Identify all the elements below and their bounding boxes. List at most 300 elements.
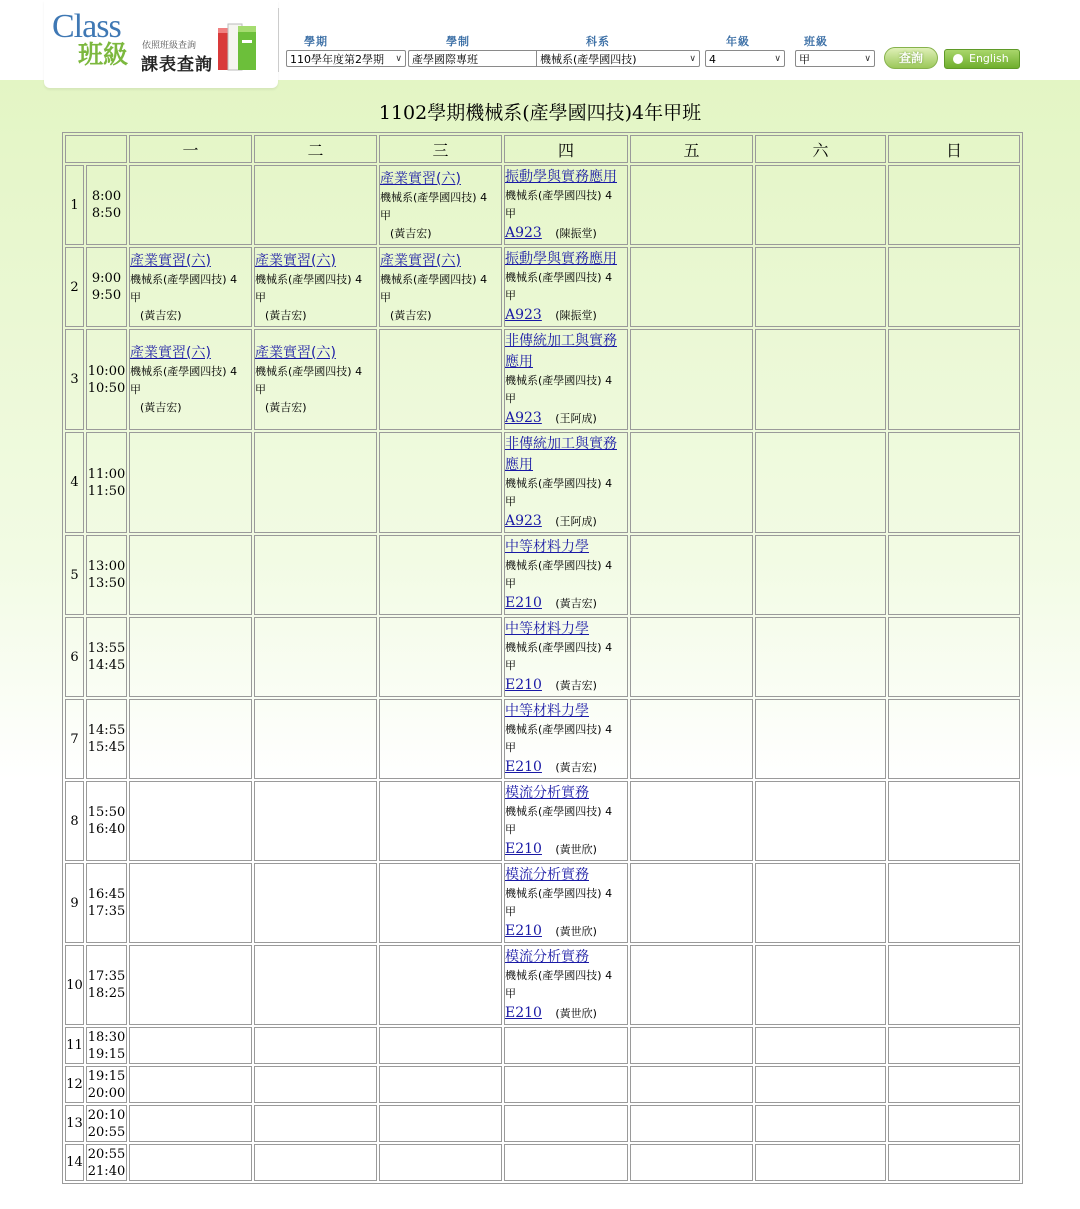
header-divider — [278, 8, 279, 72]
period-start: 14:55 — [87, 723, 126, 738]
schedule-cell — [129, 1066, 252, 1103]
schedule-cell — [504, 1144, 628, 1181]
course-dept: 機械系(產學國四技) 4 — [130, 272, 238, 286]
system-label: 學制 — [446, 35, 470, 48]
period-start: 17:35 — [87, 969, 126, 984]
schedule-cell — [379, 945, 502, 1025]
course-link[interactable]: 模流分析實務 — [505, 949, 589, 965]
schedule-cell — [888, 329, 1020, 430]
schedule-cell — [755, 1105, 886, 1142]
course-class-info — [505, 269, 627, 305]
department-label: 科系 — [586, 35, 610, 48]
schedule-cell — [254, 1027, 377, 1064]
schedule-cell — [129, 535, 252, 615]
english-button-label: English — [969, 52, 1009, 65]
schedule-cell — [504, 1105, 628, 1142]
course-dept: 機械系(產學國四技) 4 — [505, 189, 613, 202]
course-class: 甲 — [505, 905, 516, 918]
period-end: 15:45 — [87, 740, 126, 755]
period-start: 10:00 — [87, 363, 126, 379]
schedule-cell — [888, 165, 1020, 245]
period-end: 10:50 — [87, 380, 126, 396]
schedule-cell — [630, 781, 753, 861]
schedule-cell — [888, 1027, 1020, 1064]
schedule-cell — [888, 1066, 1020, 1103]
schedule-cell — [888, 617, 1020, 697]
semester-label: 學期 — [304, 35, 328, 48]
course-class-info — [505, 187, 627, 223]
course-room-line — [505, 593, 627, 614]
course-room-line — [505, 223, 627, 244]
period-time — [86, 1105, 127, 1142]
period-end: 21:40 — [87, 1163, 126, 1179]
course-dept: 機械系(產學國四技) 4 — [255, 272, 363, 286]
course-teacher: (黃世欣) — [555, 843, 597, 856]
course-class-info — [130, 363, 251, 399]
course-class: 甲 — [505, 659, 516, 672]
course-class-info — [505, 372, 627, 408]
schedule-cell — [379, 535, 502, 615]
day-header: 二 — [254, 135, 377, 163]
period-row — [65, 329, 1020, 430]
day-header: 五 — [630, 135, 753, 163]
schedule-cell — [129, 165, 252, 245]
period-row — [65, 863, 1020, 943]
schedule-cell — [129, 781, 252, 861]
period-number: 10 — [65, 945, 84, 1025]
course-teacher: (黃吉宏) — [555, 597, 597, 610]
schedule-cell — [254, 781, 377, 861]
page-title: 1102學期機械系(產學國四技)4年甲班 — [378, 102, 702, 124]
class-label: 班級 — [804, 35, 828, 48]
period-end: 11:50 — [87, 483, 126, 499]
period-start: 13:55 — [87, 641, 126, 656]
course-link[interactable]: 模流分析實務 — [505, 785, 589, 801]
course-teacher: (黃吉宏) — [390, 226, 432, 240]
schedule-cell — [888, 247, 1020, 327]
period-row — [65, 247, 1020, 327]
period-end: 13:50 — [87, 576, 126, 591]
schedule-cell — [254, 863, 377, 943]
grade-select-value: 4 — [709, 53, 716, 66]
system-select[interactable] — [408, 50, 536, 67]
period-time — [86, 329, 127, 430]
schedule-cell — [755, 432, 886, 533]
period-number: 1 — [65, 165, 84, 245]
schedule-cell — [888, 781, 1020, 861]
course-class: 甲 — [505, 289, 516, 302]
course-link[interactable]: 中等材料力學 — [505, 703, 589, 719]
course-class: 甲 — [505, 823, 516, 836]
schedule-cell — [129, 699, 252, 779]
schedule-cell — [129, 863, 252, 943]
period-time — [86, 432, 127, 533]
course-link[interactable]: 產業實習(六) — [130, 252, 211, 269]
room-link[interactable]: E210 — [505, 595, 542, 611]
schedule-cell — [888, 1105, 1020, 1142]
period-time — [86, 1027, 127, 1064]
course-dept: 機械系(產學國四技) 4 — [380, 190, 488, 204]
semester-select[interactable] — [286, 50, 406, 67]
period-number: 14 — [65, 1144, 84, 1181]
schedule-cell — [504, 535, 628, 615]
course-class-info — [505, 885, 627, 921]
schedule-cell — [755, 1144, 886, 1181]
schedule-cell — [254, 535, 377, 615]
room-link[interactable]: A923 — [505, 410, 542, 426]
period-number: 6 — [65, 617, 84, 697]
period-number: 11 — [65, 1027, 84, 1064]
period-start: 13:00 — [87, 559, 126, 574]
course-class: 甲 — [255, 383, 266, 396]
day-header: 日 — [888, 135, 1020, 163]
schedule-cell — [630, 1105, 753, 1142]
schedule-cell — [630, 945, 753, 1025]
course-link[interactable]: 產業實習(六) — [380, 170, 461, 187]
course-link[interactable]: 產業實習(六) — [380, 252, 461, 269]
period-time — [86, 1066, 127, 1103]
course-class-info — [380, 189, 501, 225]
course-link[interactable]: 非傳統加工與實務應用 — [505, 333, 617, 370]
schedule-cell — [504, 1027, 628, 1064]
schedule-cell — [755, 699, 886, 779]
course-link[interactable]: 中等材料力學 — [505, 621, 589, 637]
period-row — [65, 617, 1020, 697]
department-select[interactable] — [536, 50, 700, 67]
schedule-cell — [755, 863, 886, 943]
period-row — [65, 165, 1020, 245]
course-teacher: (黃吉宏) — [265, 308, 307, 322]
schedule-cell — [254, 617, 377, 697]
course-class: 甲 — [505, 987, 516, 1000]
schedule-cell — [254, 945, 377, 1025]
radio-dot-icon — [953, 54, 963, 64]
course-class-info — [255, 363, 376, 399]
course-class: 甲 — [255, 290, 266, 304]
course-class: 甲 — [505, 392, 516, 405]
course-class: 甲 — [380, 208, 391, 222]
schedule-cell — [504, 945, 628, 1025]
course-teacher: (陳振堂) — [555, 309, 597, 322]
schedule-cell — [755, 247, 886, 327]
system-select-value: 產學國際專班 — [412, 53, 478, 66]
schedule-cell — [630, 1066, 753, 1103]
course-room-line — [505, 511, 627, 532]
course-dept: 機械系(產學國四技) 4 — [505, 559, 613, 572]
schedule-cell — [630, 617, 753, 697]
course-class-info — [505, 803, 627, 839]
schedule-cell — [888, 863, 1020, 943]
schedule-cell — [755, 535, 886, 615]
grade-label: 年級 — [726, 35, 750, 48]
schedule-cell — [630, 863, 753, 943]
schedule-cell — [504, 699, 628, 779]
course-teacher: (王阿成) — [555, 515, 597, 528]
course-teacher: (黃世欣) — [555, 925, 597, 938]
course-teacher: (黃吉宏) — [140, 308, 182, 322]
period-number: 4 — [65, 432, 84, 533]
schedule-cell — [379, 699, 502, 779]
period-end: 9:50 — [91, 288, 122, 303]
period-row — [65, 535, 1020, 615]
day-header: 四 — [504, 135, 628, 163]
schedule-cell — [379, 432, 502, 533]
schedule-cell — [254, 699, 377, 779]
course-dept: 機械系(產學國四技) 4 — [505, 969, 613, 982]
schedule-cell — [504, 863, 628, 943]
course-dept: 機械系(產學國四技) 4 — [380, 272, 488, 286]
chevron-down-icon: ∨ — [864, 54, 871, 64]
course-dept: 機械系(產學國四技) 4 — [505, 374, 613, 387]
course-room-line — [505, 757, 627, 778]
schedule-cell — [888, 945, 1020, 1025]
course-class: 甲 — [130, 290, 141, 304]
period-row — [65, 699, 1020, 779]
period-number: 13 — [65, 1105, 84, 1142]
schedule-cell — [888, 1144, 1020, 1181]
period-start: 15:50 — [87, 805, 126, 820]
schedule-cell — [755, 329, 886, 430]
room-link[interactable]: A923 — [505, 225, 542, 241]
schedule-cell — [254, 1105, 377, 1142]
course-class-info — [505, 639, 627, 675]
corner-header — [65, 135, 127, 163]
logo[interactable] — [44, 0, 278, 88]
schedule-cell — [254, 247, 377, 327]
room-link[interactable]: E210 — [505, 759, 542, 775]
schedule-cell — [379, 329, 502, 430]
schedule-cell — [888, 699, 1020, 779]
course-class: 甲 — [505, 741, 516, 754]
schedule-cell — [254, 1066, 377, 1103]
course-room-line — [505, 921, 627, 942]
period-number: 7 — [65, 699, 84, 779]
chevron-down-icon: ∨ — [774, 54, 781, 64]
schedule-cell — [129, 1105, 252, 1142]
course-link[interactable]: 產業實習(六) — [130, 345, 211, 361]
schedule-cell — [379, 247, 502, 327]
schedule-cell — [755, 1066, 886, 1103]
period-number: 8 — [65, 781, 84, 861]
course-dept: 機械系(產學國四技) 4 — [505, 805, 613, 818]
schedule-cell — [379, 863, 502, 943]
schedule-cell — [129, 247, 252, 327]
course-dept: 機械系(產學國四技) 4 — [505, 641, 613, 654]
course-class: 甲 — [505, 207, 516, 220]
course-class-info — [380, 271, 501, 307]
schedule-cell — [755, 617, 886, 697]
logo-brand-en: Class — [52, 8, 121, 45]
schedule-cell — [630, 1144, 753, 1181]
course-class-info — [505, 557, 627, 593]
course-teacher: (黃吉宏) — [140, 401, 182, 414]
period-row — [65, 1144, 1020, 1181]
day-header: 六 — [755, 135, 886, 163]
period-time — [86, 863, 127, 943]
room-link[interactable]: E210 — [505, 841, 542, 857]
period-start: 20:10 — [87, 1107, 126, 1123]
period-row — [65, 1027, 1020, 1064]
grade-select[interactable] — [705, 50, 785, 67]
course-class: 甲 — [505, 577, 516, 590]
period-time — [86, 1144, 127, 1181]
schedule-cell — [379, 1144, 502, 1181]
period-start: 16:45 — [87, 887, 126, 902]
class-select[interactable] — [795, 50, 875, 67]
query-button[interactable]: 查詢 — [884, 47, 938, 69]
room-link[interactable]: E210 — [505, 923, 542, 939]
period-start: 9:00 — [91, 271, 122, 286]
course-dept: 機械系(產學國四技) 4 — [505, 723, 613, 736]
schedule-cell — [129, 1027, 252, 1064]
schedule-cell — [129, 945, 252, 1025]
schedule-cell — [755, 165, 886, 245]
schedule-cell — [504, 329, 628, 430]
schedule-cell — [129, 617, 252, 697]
department-select-value: 機械系(產學國四技) — [540, 53, 637, 66]
period-start: 19:15 — [87, 1068, 126, 1084]
schedule-cell — [755, 1027, 886, 1064]
course-dept: 機械系(產學國四技) 4 — [130, 365, 238, 378]
period-row — [65, 1066, 1020, 1103]
timetable — [62, 132, 1023, 1184]
course-dept: 機械系(產學國四技) 4 — [505, 477, 613, 490]
period-end: 20:00 — [87, 1085, 126, 1101]
period-number: 9 — [65, 863, 84, 943]
course-teacher: (黃世欣) — [555, 1007, 597, 1020]
logo-main-title: 課表查詢 — [141, 55, 213, 75]
schedule-cell — [504, 432, 628, 533]
schedule-cell — [630, 699, 753, 779]
course-class-info — [505, 475, 627, 511]
schedule-cell — [755, 781, 886, 861]
period-row — [65, 432, 1020, 533]
schedule-cell — [254, 1144, 377, 1181]
course-room-line — [505, 408, 627, 429]
schedule-cell — [379, 781, 502, 861]
course-link[interactable]: 模流分析實務 — [505, 867, 589, 883]
course-dept: 機械系(產學國四技) 4 — [505, 271, 613, 284]
period-end: 19:15 — [87, 1046, 126, 1062]
course-teacher: (黃吉宏) — [555, 761, 597, 774]
period-start: 11:00 — [87, 466, 126, 482]
course-class-info — [130, 271, 251, 307]
course-link[interactable]: 中等材料力學 — [505, 539, 589, 555]
period-end: 20:55 — [87, 1124, 126, 1140]
period-end: 14:45 — [87, 658, 126, 673]
course-link[interactable]: 振動學與實務應用 — [505, 251, 617, 267]
day-header: 三 — [379, 135, 502, 163]
room-link[interactable]: E210 — [505, 1005, 542, 1021]
course-class-info — [505, 967, 627, 1003]
course-class-info — [505, 721, 627, 757]
period-start: 18:30 — [87, 1029, 126, 1045]
period-time — [86, 699, 127, 779]
period-end: 16:40 — [87, 822, 126, 837]
schedule-cell — [379, 1027, 502, 1064]
course-teacher: (黃吉宏) — [555, 679, 597, 692]
schedule-cell — [630, 247, 753, 327]
period-time — [86, 945, 127, 1025]
course-dept: 機械系(產學國四技) 4 — [505, 887, 613, 900]
course-link[interactable]: 產業實習(六) — [255, 345, 336, 361]
course-class: 甲 — [505, 495, 516, 508]
period-end: 18:25 — [87, 986, 126, 1001]
room-link[interactable]: A923 — [505, 307, 542, 323]
period-number: 3 — [65, 329, 84, 430]
course-class-info — [255, 271, 376, 307]
course-teacher: (黃吉宏) — [390, 308, 432, 322]
logo-brand-zh: 班級 — [78, 40, 129, 69]
schedule-cell — [630, 1027, 753, 1064]
schedule-cell — [630, 329, 753, 430]
room-link[interactable]: A923 — [505, 513, 542, 529]
course-room-line — [505, 305, 627, 326]
period-time — [86, 535, 127, 615]
period-time — [86, 247, 127, 327]
schedule-cell — [254, 329, 377, 430]
course-link[interactable]: 振動學與實務應用 — [505, 169, 617, 185]
schedule-cell — [504, 617, 628, 697]
schedule-cell — [504, 165, 628, 245]
period-end: 8:50 — [91, 206, 122, 221]
period-number: 2 — [65, 247, 84, 327]
schedule-cell — [254, 165, 377, 245]
english-button[interactable] — [944, 49, 1020, 69]
course-link[interactable]: 產業實習(六) — [255, 252, 336, 269]
schedule-cell — [129, 432, 252, 533]
period-number: 12 — [65, 1066, 84, 1103]
schedule-cell — [630, 165, 753, 245]
schedule-cell — [630, 535, 753, 615]
semester-select-value: 110學年度第2學期 — [290, 53, 384, 66]
schedule-cell — [379, 617, 502, 697]
schedule-cell — [379, 1066, 502, 1103]
period-row — [65, 781, 1020, 861]
books-icon — [216, 20, 260, 74]
schedule-cell — [129, 1144, 252, 1181]
course-room-line — [505, 675, 627, 696]
period-start: 8:00 — [91, 189, 122, 204]
period-time — [86, 617, 127, 697]
schedule-cell — [504, 1066, 628, 1103]
course-room-line — [505, 839, 627, 860]
course-link[interactable]: 非傳統加工與實務應用 — [505, 436, 617, 473]
schedule-cell — [504, 247, 628, 327]
course-room-line — [505, 1003, 627, 1024]
day-header: 一 — [129, 135, 252, 163]
course-teacher: (王阿成) — [555, 412, 597, 425]
course-class: 甲 — [130, 383, 141, 396]
schedule-cell — [630, 432, 753, 533]
day-header-row — [65, 135, 1020, 163]
period-start: 20:55 — [87, 1146, 126, 1162]
period-time — [86, 165, 127, 245]
schedule-cell — [755, 945, 886, 1025]
period-row — [65, 945, 1020, 1025]
period-end: 17:35 — [87, 904, 126, 919]
schedule-cell — [888, 432, 1020, 533]
chevron-down-icon: ∨ — [689, 54, 696, 64]
course-teacher: (黃吉宏) — [265, 401, 307, 414]
schedule-cell — [888, 535, 1020, 615]
course-dept: 機械系(產學國四技) 4 — [255, 365, 363, 378]
logo-subtitle: 依照班級查詢 — [142, 41, 197, 51]
period-row — [65, 1105, 1020, 1142]
room-link[interactable]: E210 — [505, 677, 542, 693]
schedule-cell — [379, 165, 502, 245]
course-class: 甲 — [380, 290, 391, 304]
